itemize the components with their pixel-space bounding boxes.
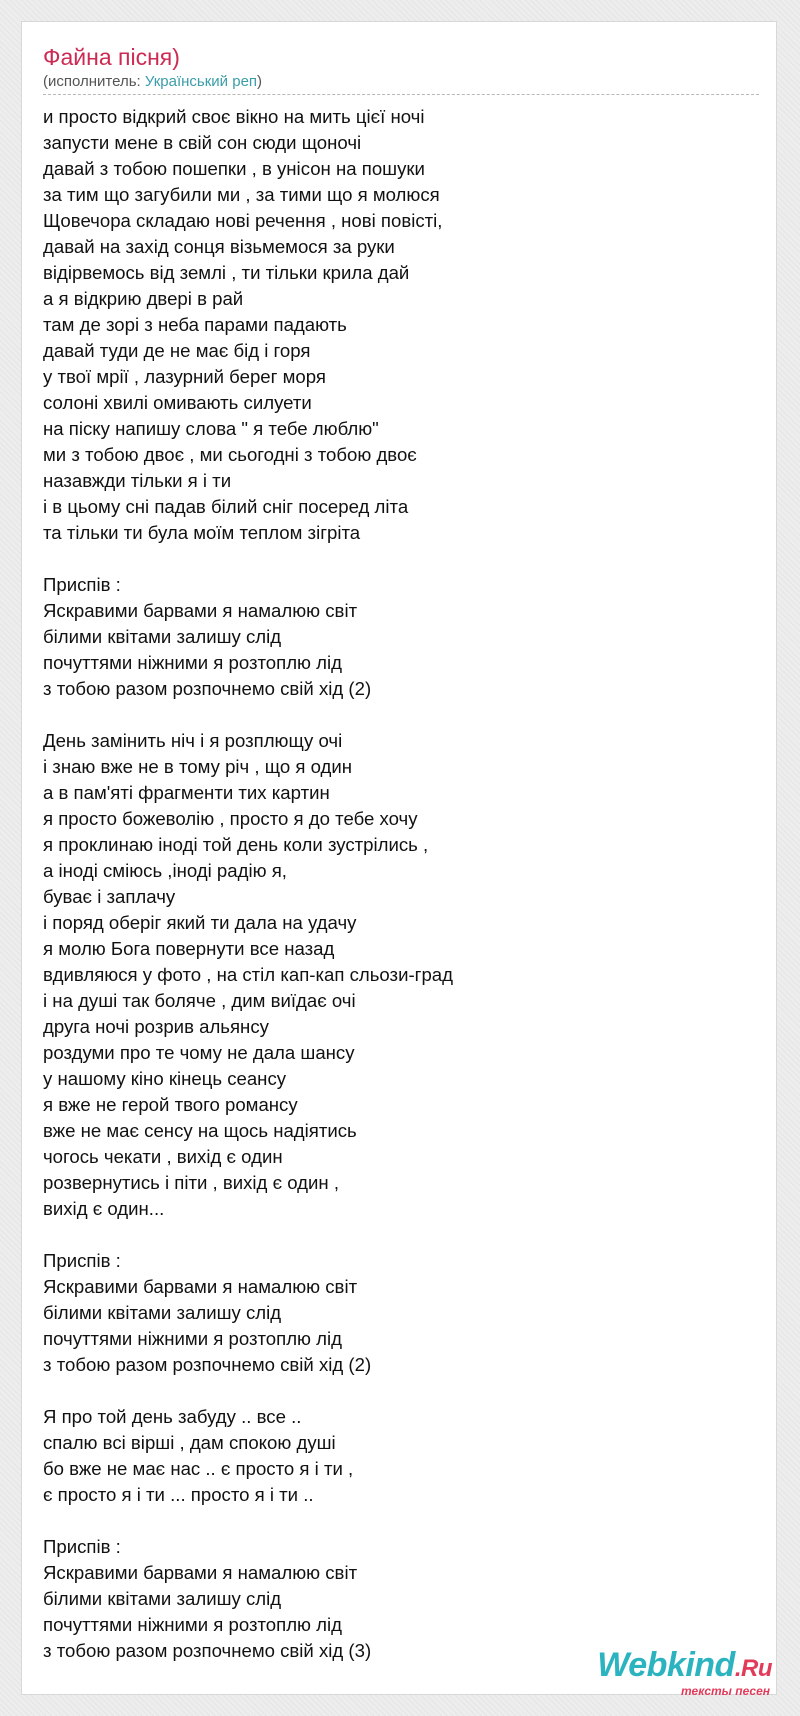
lyrics-card [21, 21, 777, 1695]
lyric-line: розвернутись і піти , вихід є один , [43, 1172, 339, 1193]
lyric-line: спалю всі вірші , дам спокою душі [43, 1432, 336, 1453]
lyrics-text [43, 104, 743, 1664]
lyric-line: почуттями ніжними я розтоплю лід [43, 1328, 342, 1349]
lyric-line: і знаю вже не в тому річ , що я один [43, 756, 353, 777]
lyric-line: білими квітами залишу слід [43, 626, 282, 647]
lyric-line: на піску напишу слова " я тебе люблю" [43, 418, 379, 439]
lyric-line: за тим що загубили ми , за тими що я молюся [43, 184, 440, 205]
lyric-line: назавжди тільки я і ти [43, 470, 232, 491]
lyric-line: вже не має сенсу на щось надіятись [43, 1120, 357, 1141]
logo-main-text: Webkind [597, 1646, 735, 1684]
lyric-line: я молю Бога повернути все назад [43, 938, 335, 959]
lyric-line: білими квітами залишу слід [43, 1588, 282, 1609]
performer-link[interactable]: Український реп [144, 73, 258, 90]
song-title: Файна пісня) [43, 44, 180, 70]
logo-tld: .Ru [734, 1655, 772, 1682]
lyric-line: чогось чекати , вихід є один [43, 1146, 283, 1167]
stanza-break [43, 702, 743, 728]
lyric-line: а я відкрию двері в рай [43, 288, 244, 309]
lyric-line: День замінить ніч і я розплющу очі [43, 730, 343, 751]
lyric-line: Яскравими барвами я намалюю світ [43, 600, 358, 621]
lyric-line: і в цьому сні падав білий сніг посеред літа [43, 496, 409, 517]
lyric-line: а в пам'яті фрагменти тих картин [43, 782, 330, 803]
lyric-line: давай з тобою пошепки , в унісон на пошуки [43, 158, 425, 179]
lyric-line: Щовечора складаю нові речення , нові повісті, [43, 210, 443, 231]
site-logo[interactable] [597, 1648, 772, 1698]
lyric-line: у твої мрії , лазурний берег моря [43, 366, 326, 387]
lyric-line: Я про той день забуду .. все .. [43, 1406, 302, 1427]
lyric-line: вдивляюся у фото , на стіл кап-кап сльози-град [43, 964, 453, 985]
lyric-line: вихід є один... [43, 1198, 165, 1219]
logo-tagline: тексты песен [681, 1684, 770, 1698]
lyric-line: Яскравими барвами я намалюю світ [43, 1276, 358, 1297]
lyric-line: з тобою разом розпочнемо свій хід (2) [43, 1354, 372, 1375]
lyric-line: Приспів : [43, 574, 121, 595]
lyric-line: відірвемось від землі , ти тільки крила дай [43, 262, 410, 283]
lyric-line: и просто відкрий своє вікно на мить цієї ночі [43, 106, 425, 127]
lyric-line: я вже не герой твого романсу [43, 1094, 298, 1115]
stanza-break [43, 546, 743, 572]
lyric-line: з тобою разом розпочнемо свій хід (3) [43, 1640, 372, 1661]
lyric-line: у нашому кіно кінець сеансу [43, 1068, 287, 1089]
lyric-line: і поряд оберіг який ти дала на удачу [43, 912, 357, 933]
lyric-line: білими квітами залишу слід [43, 1302, 282, 1323]
lyric-line: та тільки ти була моїм теплом зігріта [43, 522, 361, 543]
title-divider [43, 94, 759, 95]
lyric-line: я просто божеволію , просто я до тебе хочу [43, 808, 418, 829]
lyric-line: там де зорі з неба парами падають [43, 314, 347, 335]
lyric-line: а іноді сміюсь ,іноді радію я, [43, 860, 287, 881]
performer-suffix: ) [257, 73, 263, 90]
performer-line [43, 73, 262, 90]
lyric-line: і на душі так боляче , дим виїдає очі [43, 990, 356, 1011]
performer-prefix: (исполнитель: [43, 73, 145, 90]
lyric-line: давай на захід сонця візьмемося за руки [43, 236, 395, 257]
lyric-line: Яскравими барвами я намалюю світ [43, 1562, 358, 1583]
lyric-line: почуттями ніжними я розтоплю лід [43, 1614, 342, 1635]
lyric-line: я проклинаю іноді той день коли зустрілись , [43, 834, 429, 855]
lyric-line: Приспів : [43, 1250, 121, 1271]
lyric-line: роздуми про те чому не дала шансу [43, 1042, 355, 1063]
lyric-line: з тобою разом розпочнемо свій хід (2) [43, 678, 372, 699]
lyric-line: запусти мене в свій сон сюди щоночі [43, 132, 362, 153]
lyric-line: давай туди де не має бід і горя [43, 340, 311, 361]
lyric-line: Приспів : [43, 1536, 121, 1557]
lyric-line: друга ночі розрив альянсу [43, 1016, 269, 1037]
lyric-line: є просто я і ти ... просто я і ти .. [43, 1484, 314, 1505]
lyric-line: бо вже не має нас .. є просто я і ти , [43, 1458, 354, 1479]
stanza-break [43, 1222, 743, 1248]
lyric-line: солоні хвилі омивають силуети [43, 392, 312, 413]
lyric-line: ми з тобою двоє , ми сьогодні з тобою двоє [43, 444, 417, 465]
lyric-line: буває і заплачу [43, 886, 176, 907]
lyric-line: почуттями ніжними я розтоплю лід [43, 652, 342, 673]
stanza-break [43, 1378, 743, 1404]
stanza-break [43, 1508, 743, 1534]
